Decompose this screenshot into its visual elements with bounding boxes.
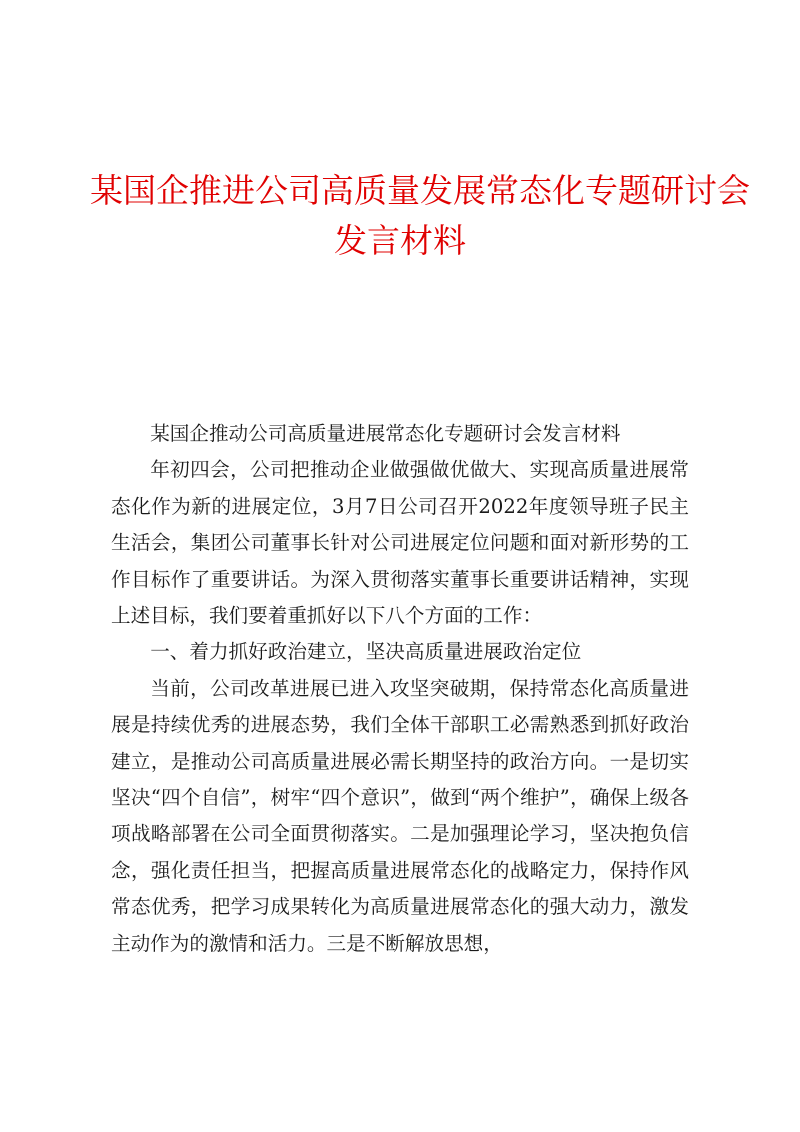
paragraph-intro: 年初四会，公司把推动企业做强做优做大、实现高质量进展常态化作为新的进展定位，3月7日公司召开2022年度领导班子民主生活会，集团公司董事长针对公司进展定位问题和面对新形势的工作目标作了重要讲话。为深入贯彻落实董事长重要讲话精神，实现上述目标，我们要着重抓好以下八个方面的工作： [111, 458, 689, 628]
paragraph-section-1: 当前，公司改革进展已进入攻坚突破期，保持常态化高质量进展是持续优秀的进展态势，我们全体干部职工必需熟悉到抓好政治建立，是推动公司高质量进展必需长期坚持的政治方向。一是切实坚决“四个自信”，树牢“四个意识”，做到“两个维护”，确保上级各项战略部署在公司全面贯彻落实。二是加强理论学习，坚决抱负信念，强化责任担当，把握高质量进展常态化的战略定力，保持作风常态优秀，把学习成果转化为高质量进展常态化的强大动力，激发主动作为的激情和活力。三是不断解放思想， [111, 676, 689, 955]
title-line-2: 发言材料 [334, 221, 466, 260]
section-heading-1: 一、着力抓好政治建立，坚决高质量进展政治定位 [150, 640, 582, 664]
paragraph-subtitle: 某国企推动公司高质量进展常态化专题研讨会发言材料 [150, 422, 621, 445]
document-title [90, 166, 750, 266]
document-body [111, 416, 689, 962]
title-line-1: 某国企推进公司高质量发展常态化专题研讨会 [90, 171, 750, 210]
